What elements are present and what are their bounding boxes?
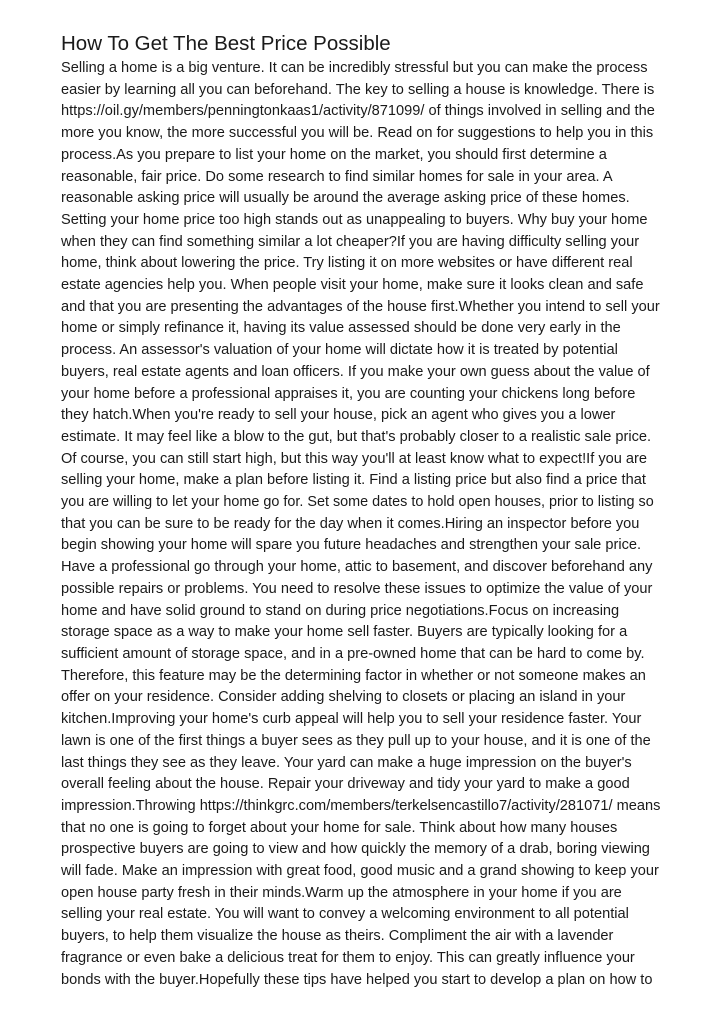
body-text-line: sufficient amount of storage space, and in a pre-owned home that can be hard to come by. — [61, 645, 645, 662]
body-text-line: home or simply refinance it, having its value assessed should be done very early in the — [61, 320, 621, 337]
body-text-line: overall feeling about the house. Repair your driveway and tidy your yard to make a good — [61, 776, 630, 793]
body-text-line: process.As you prepare to list your home on the market, you should first determine a — [61, 146, 607, 163]
body-text-line: home and have solid ground to stand on during price negotiations.Focus on increasing — [61, 602, 620, 619]
body-text-line: selling your real estate. You will want to convey a welcoming environment to all potential — [61, 906, 629, 923]
body-text-line: more you know, the more successful you will be. Read on for suggestions to help you in this — [61, 125, 654, 142]
body-text-line: possible repairs or problems. You need to resolve these issues to optimize the value of your — [61, 580, 653, 597]
body-text-line: they hatch.When you're ready to sell your house, pick an agent who gives you a lower — [61, 407, 616, 424]
body-text-line: open house party fresh in their minds.Warm up the atmosphere in your home if you are — [61, 884, 622, 901]
body-text-line: Setting your home price too high stands out as unappealing to buyers. Why buy your home — [61, 211, 648, 228]
body-text-line: https://oil.gy/members/penningtonkaas1/activity/871099/ of things involved in selling and the — [61, 103, 655, 120]
body-text-line: lawn is one of the first things a buyer sees as they pull up to your house, and it is one of the — [61, 732, 651, 749]
body-text-line: Of course, you can still start high, but this way you'll at least know what to expect!If you are — [61, 450, 648, 467]
body-text-line: reasonable asking price will usually be around the average asking price of these homes. — [61, 190, 630, 207]
body-text-line: Therefore, this feature may be the determining factor in whether or not someone makes an — [61, 667, 646, 684]
body-text-line: last things they see as they leave. Your yard can make a huge impression on the buyer's — [61, 754, 632, 771]
body-text-line: when they can find something similar a lot cheaper?If you are having difficulty selling your — [61, 233, 640, 250]
body-text-line: estate agencies help you. When people visit your home, make sure it looks clean and safe — [61, 277, 644, 294]
body-text-line: prospective buyers are going to view and how quickly the memory of a drab, boring viewing — [61, 841, 650, 858]
body-text-line: your home before a professional appraises it, you are counting your chickens long before — [61, 385, 636, 402]
body-text-line: buyers, to help them visualize the house as theirs. Compliment the air with a lavender — [61, 928, 614, 945]
body-text-line: home, think about lowering the price. Try listing it on more websites or have different real — [61, 255, 633, 272]
article-body — [61, 58, 661, 991]
body-text-line: fragrance or even bake a delicious treat for them to enjoy. This can greatly influence your — [61, 949, 635, 966]
body-text-line: will fade. Make an impression with great food, good music and a grand showing to keep your — [61, 863, 659, 880]
body-text-line: that you can be sure to be ready for the day when it comes.Hiring an inspector before you — [61, 515, 640, 532]
document-page — [61, 30, 661, 991]
page-title: How To Get The Best Price Possible — [61, 32, 391, 55]
body-text-line: Have a professional go through your home, attic to basement, and discover beforehand any — [61, 559, 653, 576]
body-text-line: kitchen.Improving your home's curb appeal will help you to sell your residence faster. Your — [61, 711, 642, 728]
body-text-line: offer on your residence. Consider adding shelving to closets or placing an island in your — [61, 689, 626, 706]
body-text-line: bonds with the buyer.Hopefully these tips have helped you start to develop a plan on how to — [61, 971, 653, 988]
body-text-line: that no one is going to forget about your home for sale. Think about how many houses — [61, 819, 618, 836]
body-text-line: selling your home, make a plan before listing it. Find a listing price but also find a price that — [61, 472, 646, 489]
body-text-line: you are willing to let your home go for. Set some dates to hold open houses, prior to listing so — [61, 494, 654, 511]
body-text-line: estimate. It may feel like a blow to the gut, but that's probably closer to a realistic sale price. — [61, 428, 652, 445]
body-text-line: reasonable, fair price. Do some research to find similar homes for sale in your area. A — [61, 168, 613, 185]
body-text-line: begin showing your home will spare you future headaches and strengthen your sale price. — [61, 537, 642, 554]
body-text-line: process. An assessor's valuation of your home will dictate how it is treated by potential — [61, 342, 618, 359]
body-text-line: buyers, real estate agents and loan officers. If you make your own guess about the value of — [61, 363, 650, 380]
body-text-line: storage space as a way to make your home sell faster. Buyers are typically looking for a — [61, 624, 628, 641]
body-text-line: impression.Throwing https://thinkgrc.com/members/terkelsencastillo7/activity/281071/ means — [61, 797, 661, 814]
body-text-line: easier by learning all you can beforehand. The key to selling a house is knowledge. There is — [61, 81, 655, 98]
body-text-line: Selling a home is a big venture. It can be incredibly stressful but you can make the process — [61, 60, 648, 76]
body-text-line: and that you are presenting the advantages of the house first.Whether you intend to sell your — [61, 298, 660, 315]
